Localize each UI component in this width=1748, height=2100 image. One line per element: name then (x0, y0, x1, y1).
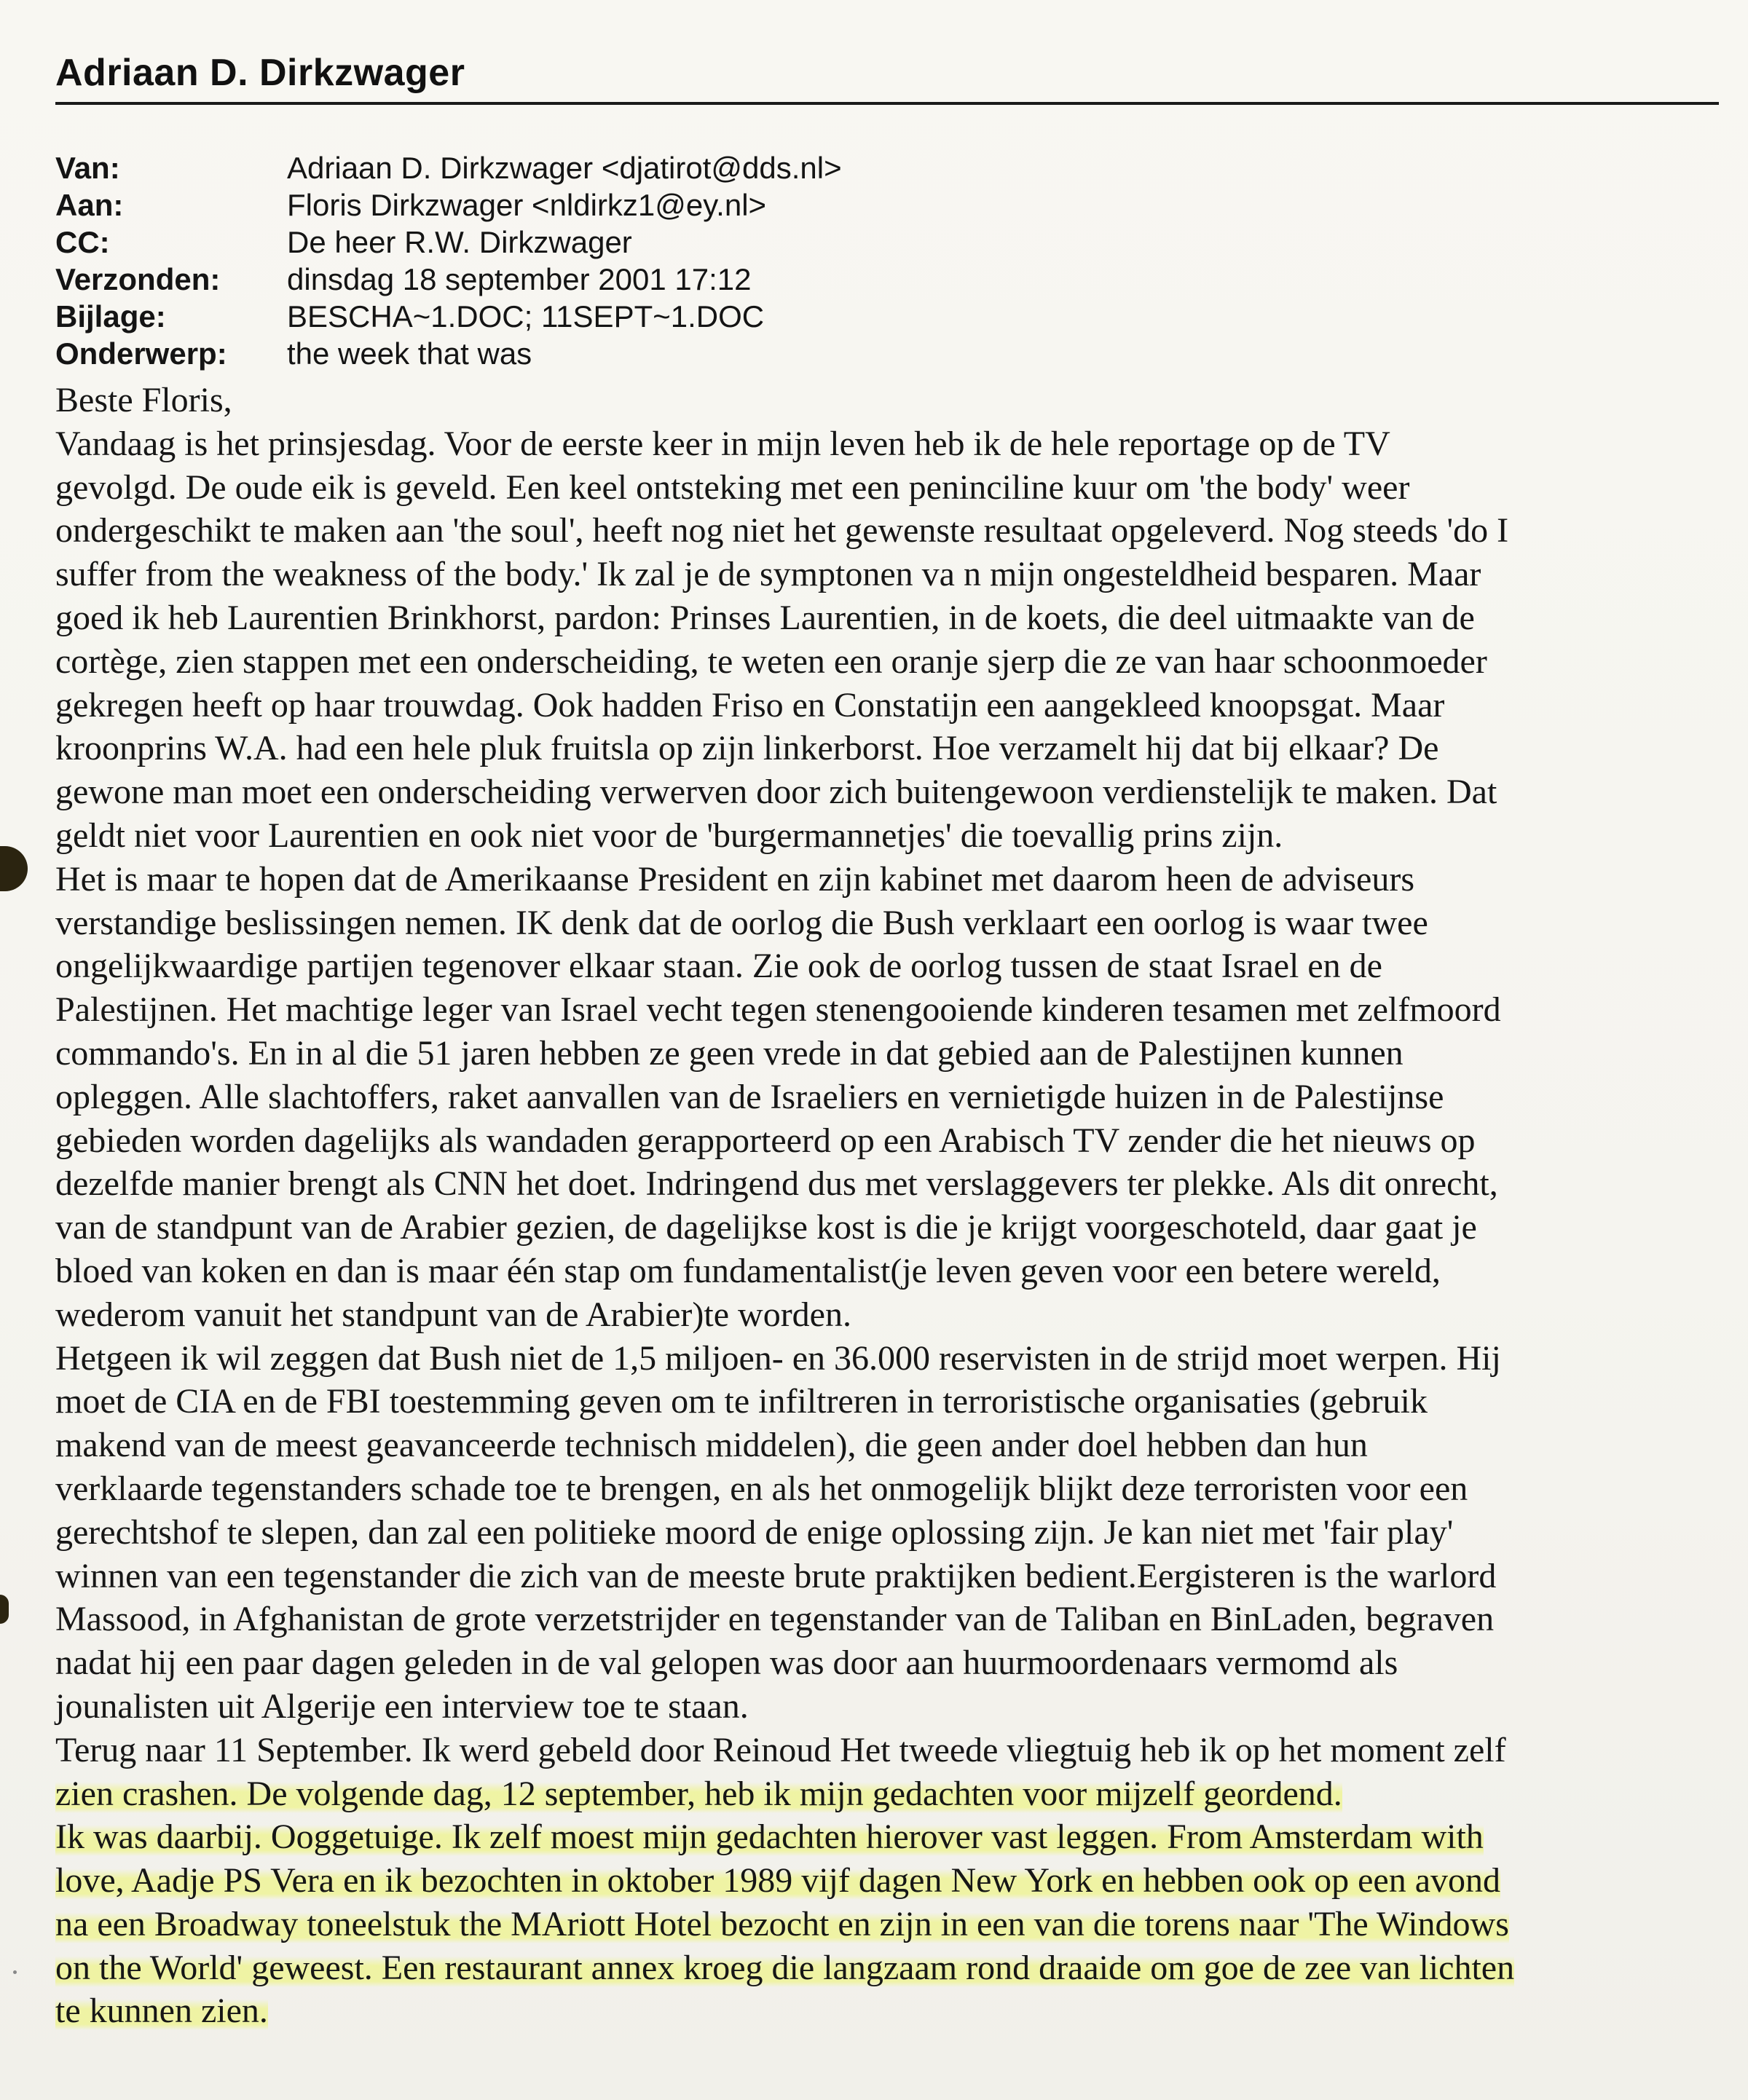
body-line: Vandaag is het prinsjesdag. Voor de eerste keer in mijn leven heb ik de hele reportage op de TV (55, 424, 1390, 463)
header-value: dinsdag 18 september 2001 17:12 (287, 262, 752, 296)
header-value: Floris Dirkzwager <nldirkz1@ey.nl> (287, 188, 767, 222)
header-value: De heer R.W. Dirkzwager (287, 225, 632, 259)
body-line: bloed van koken en dan is maar één stap om fundamentalist(je leven geven voor een betere wereld, (55, 1251, 1441, 1290)
highlighted-text: Ik was daarbij. Ooggetuige. Ik zelf moest mijn gedachten hierover vast leggen. From Amsterdam with (55, 1817, 1484, 1857)
body-line: winnen van een tegenstander die zich van de meeste brute praktijken bedient.Eergisteren is the warlord (55, 1556, 1497, 1595)
highlighted-text: on the World' geweest. Een restaurant annex kroeg die langzaam rond draaide om goe de zee van lichten (55, 1948, 1515, 1987)
body-line: Hetgeen ik wil zeggen dat Bush niet de 1,5 miljoen- en 36.000 reservisten in de strijd moet werpen. Hij (55, 1338, 1501, 1378)
header-label: CC: (55, 225, 110, 259)
header-row-sent (55, 261, 842, 298)
body-line: goed ik heb Laurentien Brinkhorst, pardon: Prinses Laurentien, in de koets, die deel uitmaakte van de (55, 598, 1475, 637)
header-label: Onderwerp: (55, 336, 227, 371)
header-label: Van: (55, 151, 120, 185)
body-line: van de standpunt van de Arabier gezien, de dagelijkse kost is die je krijgt voorgeschoteld, daar gaat je (55, 1208, 1477, 1247)
header-row-cc (55, 224, 842, 261)
header-row-attachment (55, 298, 842, 335)
body-line: makend van de meest geavanceerde technisch middelen), die geen ander doel hebben dan hun (55, 1426, 1368, 1465)
body-line-highlighted (55, 1903, 1723, 1946)
header-label: Bijlage: (55, 299, 166, 333)
body-line: commando's. En in al die 51 jaren hebben ze geen vrede in dat gebied aan de Palestijnen kunnen (55, 1033, 1403, 1073)
body-line: verstandige beslissingen nemen. IK denk dat de oorlog die Bush verklaart een oorlog is waar twee (55, 903, 1428, 942)
body-line: dezelfde manier brengt als CNN het doet. Indringend dus met verslaggevers ter plekke. Als dit onrecht, (55, 1164, 1498, 1204)
body-line: gebieden worden dagelijks als wandaden gerapporteerd op een Arabisch TV zender die het nieuws op (55, 1121, 1476, 1160)
sender-name-heading: Adriaan D. Dirkzwager (55, 52, 465, 94)
body-line: ondergeschikt te maken aan 'the soul', heeft nog niet het gewenste resultaat opgeleverd. Nog steeds 'do I (55, 511, 1509, 550)
body-line: jounalisten uit Algerije een interview toe te staan. (55, 1686, 749, 1726)
body-line-highlighted (55, 1772, 1723, 1816)
header-label: Verzonden: (55, 262, 221, 296)
body-line-highlighted (55, 1859, 1723, 1903)
highlighted-text: na een Broadway toneelstuk the MAriott Hotel bezocht en zijn in een van die torens naar 'The Windows (55, 1904, 1509, 1943)
body-line: Terug naar 11 September. Ik werd gebeld door Reinoud Het tweede vliegtuig heb ik op het moment zelf (55, 1730, 1506, 1769)
body-line: ongelijkwaardige partijen tegenover elkaar staan. Zie ook de oorlog tussen de staat Israel en de (55, 947, 1382, 986)
body-line: Het is maar te hopen dat de Amerikaanse President en zijn kabinet met daarom heen de adviseurs (55, 859, 1415, 899)
body-line: verklaarde tegenstanders schade toe te brengen, en als het onmogelijk blijkt deze terroristen voor een (55, 1469, 1468, 1508)
body-line-highlighted (55, 1989, 1723, 2033)
body-line: gewone man moet een onderscheiding verwerven door zich buitengewoon verdienstelijk te maken. Dat (55, 773, 1497, 812)
body-line: moet de CIA en de FBI toestemming geven om te infiltreren in terroristische organisaties (gebruik (55, 1382, 1428, 1421)
header-rule (55, 102, 1719, 105)
binder-hole-mark (0, 1595, 9, 1624)
body-line: kroonprins W.A. had een hele pluk fruitsla op zijn linkerborst. Hoe verzamelt hij dat bij elkaar? De (55, 729, 1439, 768)
header-row-to (55, 186, 842, 224)
body-line-highlighted (55, 1815, 1723, 1859)
body-line: gerechtshof te slepen, dan zal een politieke moord de enige oplossing zijn. Je kan niet met 'fair play' (55, 1512, 1454, 1552)
body-line: wederom vanuit het standpunt van de Arabier)te worden. (55, 1295, 851, 1334)
header-value: the week that was (287, 336, 532, 371)
highlighted-text: zien crashen. De volgende dag, 12 september, heb ik mijn gedachten voor mijzelf geordend. (55, 1774, 1342, 1813)
body-line: Massood, in Afghanistan de grote verzetstrijder en tegenstander van de Taliban en BinLaden, begraven (55, 1600, 1495, 1639)
highlighted-text: love, Aadje PS Vera en ik bezochten in oktober 1989 vijf dagen New York en hebben ook op een avond (55, 1861, 1501, 1900)
email-header (55, 149, 842, 372)
header-label: Aan: (55, 188, 124, 222)
margin-dot (13, 1970, 17, 1974)
body-line: gevolgd. De oude eik is geveld. Een keel ontsteking met een peninciline kuur om 'the body' weer (55, 467, 1410, 507)
header-value: BESCHA~1.DOC; 11SEPT~1.DOC (287, 299, 765, 333)
header-row-from (55, 149, 842, 186)
highlighted-text: te kunnen zien. (55, 1992, 268, 2031)
body-line: suffer from the weakness of the body.' Ik zal je de symptonen va n mijn ongesteldheid besparen. Maar (55, 555, 1481, 594)
body-line: opleggen. Alle slachtoffers, raket aanvallen van de Israeliers en vernietigde huizen in de Palestijnse (55, 1077, 1444, 1116)
header-row-subject (55, 335, 842, 372)
body-line: cortège, zien stappen met een onderscheiding, te weten een oranje sjerp die ze van haar schoonmoeder (55, 642, 1487, 681)
body-line: Beste Floris, (55, 381, 232, 419)
binder-hole-mark (0, 846, 28, 891)
email-body (55, 379, 1723, 2033)
body-line: nadat hij een paar dagen geleden in de val gelopen was door aan huurmoordenaars vermomd als (55, 1643, 1398, 1683)
body-line: geldt niet voor Laurentien en ook niet voor de 'burgermannetjes' die toevallig prins zijn. (55, 816, 1283, 855)
body-line: gekregen heeft op haar trouwdag. Ook hadden Friso en Constatijn een aangekleed knoopsgat. Maar (55, 685, 1445, 725)
body-line-highlighted (55, 1946, 1723, 1990)
body-line: Palestijnen. Het machtige leger van Israel vecht tegen stenengooiende kinderen tesamen met zelfmoord (55, 990, 1501, 1030)
header-value: Adriaan D. Dirkzwager <djatirot@dds.nl> (287, 151, 842, 185)
